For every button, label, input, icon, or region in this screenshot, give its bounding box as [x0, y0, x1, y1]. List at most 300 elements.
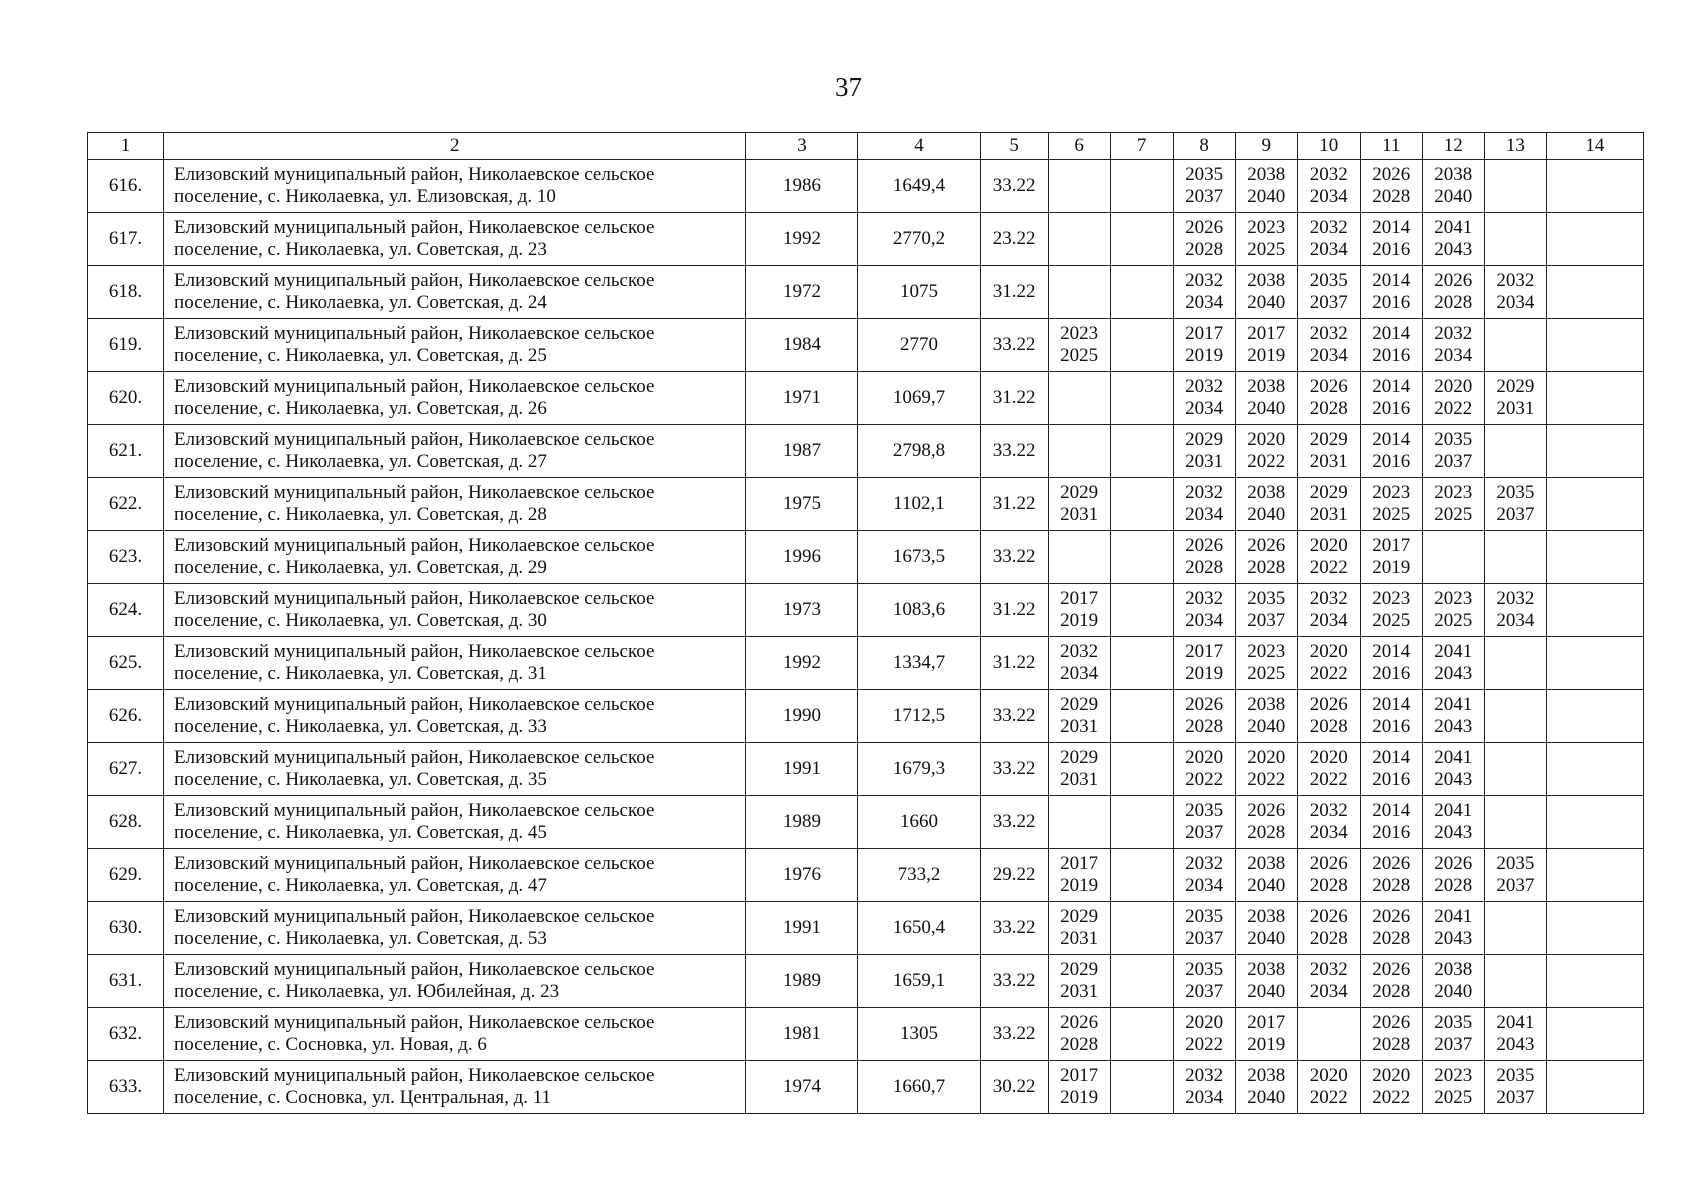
- period-year: 2032: [1309, 799, 1348, 821]
- period-year: 2031: [1060, 928, 1099, 949]
- period-cell-c12: [1422, 213, 1484, 266]
- period-cell-c10: [1297, 955, 1360, 1008]
- period-cell-c8: [1173, 743, 1235, 796]
- period-year: 2034: [1434, 345, 1473, 366]
- period-year: 2041: [1496, 1011, 1535, 1033]
- period-cell-c7: [1110, 319, 1173, 372]
- period-cell-c8: [1173, 1061, 1235, 1114]
- period-year: 2028: [1247, 822, 1286, 843]
- period-year: 2017: [1060, 1064, 1099, 1086]
- period-year: 2038: [1247, 481, 1286, 503]
- period-cell-c6: [1048, 531, 1110, 584]
- period-cell-c6: [1048, 743, 1110, 796]
- address-line: поселение, с. Николаевка, ул. Советская, д. 25: [174, 345, 547, 366]
- period-cell-c6: [1048, 1061, 1110, 1114]
- period-year: 2014: [1372, 269, 1411, 291]
- period-year: 2026: [1372, 163, 1411, 185]
- period-year: 2040: [1247, 186, 1286, 207]
- year-cell: 1974: [746, 1061, 858, 1114]
- period-cell-c7: [1110, 796, 1173, 849]
- address-line: Елизовский муниципальный район, Николаевское сельское: [174, 375, 655, 397]
- period-cell-c7: [1110, 1061, 1173, 1114]
- year-cell: 1984: [746, 319, 858, 372]
- address-line: Елизовский муниципальный район, Николаевское сельское: [174, 322, 655, 344]
- period-year: 2025: [1247, 663, 1286, 684]
- period-year: 2029: [1060, 905, 1099, 927]
- period-cell-c10: [1297, 425, 1360, 478]
- area-cell: 1075: [858, 266, 980, 319]
- period-year: 2029: [1309, 428, 1348, 450]
- period-year: 2034: [1060, 663, 1099, 684]
- period-cell-c11: [1360, 902, 1422, 955]
- year-cell: 1987: [746, 425, 858, 478]
- period-year: 2037: [1185, 981, 1224, 1002]
- period-year: 2022: [1247, 769, 1286, 790]
- code-cell: 23.22: [980, 213, 1048, 266]
- period-cell-c13: [1484, 849, 1546, 902]
- period-year: 2019: [1185, 345, 1224, 366]
- period-cell-c11: [1360, 266, 1422, 319]
- period-year: 2032: [1496, 269, 1535, 291]
- row-number-cell: 616.: [88, 160, 164, 213]
- period-year: 2040: [1247, 1087, 1286, 1108]
- period-cell-c8: [1173, 425, 1235, 478]
- period-year: 2022: [1185, 1034, 1224, 1055]
- period-cell-c10: [1297, 160, 1360, 213]
- period-cell-c11: [1360, 690, 1422, 743]
- period-year: 2031: [1496, 398, 1535, 419]
- period-cell-c6: [1048, 319, 1110, 372]
- period-year: 2028: [1185, 716, 1224, 737]
- period-cell-c9: [1235, 266, 1297, 319]
- period-year: 2041: [1434, 746, 1473, 768]
- period-year: 2020: [1309, 534, 1348, 556]
- period-cell-c6: [1048, 478, 1110, 531]
- table-body: [88, 160, 1644, 1114]
- period-cell-c10: [1297, 266, 1360, 319]
- address-line: Елизовский муниципальный район, Николаевское сельское: [174, 640, 655, 662]
- address-line: Елизовский муниципальный район, Николаевское сельское: [174, 428, 655, 450]
- period-cell-c9: [1235, 796, 1297, 849]
- period-cell-c14: [1546, 319, 1643, 372]
- period-cell-c6: [1048, 849, 1110, 902]
- year-cell: 1973: [746, 584, 858, 637]
- address-line: поселение, с. Николаевка, ул. Советская, д. 53: [174, 928, 547, 949]
- period-year: 2028: [1309, 716, 1348, 737]
- column-header: 8: [1173, 133, 1235, 160]
- area-cell: 1712,5: [858, 690, 980, 743]
- period-cell-c10: [1297, 319, 1360, 372]
- period-cell-c8: [1173, 531, 1235, 584]
- table-row: [88, 743, 1644, 796]
- period-cell-c9: [1235, 160, 1297, 213]
- period-year: 2028: [1434, 292, 1473, 313]
- period-cell-c9: [1235, 849, 1297, 902]
- period-year: 2029: [1060, 693, 1099, 715]
- table-row: [88, 531, 1644, 584]
- period-year: 2032: [1309, 322, 1348, 344]
- period-year: 2032: [1185, 269, 1224, 291]
- table-row: [88, 213, 1644, 266]
- code-cell: 31.22: [980, 372, 1048, 425]
- period-year: 2016: [1372, 822, 1411, 843]
- address-line: поселение, с. Николаевка, ул. Советская, д. 33: [174, 716, 547, 737]
- year-cell: 1989: [746, 796, 858, 849]
- period-year: 2016: [1372, 769, 1411, 790]
- period-year: 2028: [1309, 398, 1348, 419]
- period-year: 2028: [1372, 928, 1411, 949]
- period-year: 2022: [1247, 451, 1286, 472]
- period-cell-c7: [1110, 955, 1173, 1008]
- period-year: 2017: [1247, 1011, 1286, 1033]
- column-header: 1: [88, 133, 164, 160]
- period-year: 2038: [1247, 269, 1286, 291]
- address-line: поселение, с. Николаевка, ул. Советская, д. 30: [174, 610, 547, 631]
- period-year: 2032: [1496, 587, 1535, 609]
- period-cell-c13: [1484, 213, 1546, 266]
- period-cell-c11: [1360, 584, 1422, 637]
- period-cell-c14: [1546, 478, 1643, 531]
- period-year: 2040: [1247, 504, 1286, 525]
- code-cell: 33.22: [980, 1008, 1048, 1061]
- period-year: 2034: [1309, 345, 1348, 366]
- period-cell-c13: [1484, 955, 1546, 1008]
- period-year: 2017: [1185, 322, 1224, 344]
- period-year: 2023: [1372, 587, 1411, 609]
- area-cell: 2798,8: [858, 425, 980, 478]
- period-year: 2022: [1309, 1087, 1348, 1108]
- period-cell-c8: [1173, 796, 1235, 849]
- address-line: поселение, с. Николаевка, ул. Советская, д. 29: [174, 557, 547, 578]
- period-year: 2026: [1185, 216, 1224, 238]
- period-cell-c12: [1422, 690, 1484, 743]
- code-cell: 33.22: [980, 902, 1048, 955]
- table-row: [88, 266, 1644, 319]
- period-year: 2037: [1247, 610, 1286, 631]
- period-cell-c11: [1360, 796, 1422, 849]
- address-cell: [164, 1008, 746, 1061]
- period-year: 2028: [1372, 1034, 1411, 1055]
- period-cell-c13: [1484, 1008, 1546, 1061]
- code-cell: 31.22: [980, 478, 1048, 531]
- area-cell: 1305: [858, 1008, 980, 1061]
- row-number-cell: 629.: [88, 849, 164, 902]
- period-year: 2035: [1185, 799, 1224, 821]
- address-line: поселение, с. Николаевка, ул. Советская, д. 47: [174, 875, 547, 896]
- period-cell-c8: [1173, 690, 1235, 743]
- period-year: 2040: [1247, 716, 1286, 737]
- period-cell-c9: [1235, 584, 1297, 637]
- period-year: 2026: [1309, 375, 1348, 397]
- period-year: 2043: [1434, 239, 1473, 260]
- period-cell-c9: [1235, 531, 1297, 584]
- year-cell: 1991: [746, 902, 858, 955]
- period-year: 2026: [1309, 693, 1348, 715]
- period-cell-c12: [1422, 637, 1484, 690]
- row-number-cell: 623.: [88, 531, 164, 584]
- area-cell: 1069,7: [858, 372, 980, 425]
- period-year: 2023: [1247, 216, 1286, 238]
- period-year: 2035: [1496, 481, 1535, 503]
- address-cell: [164, 319, 746, 372]
- column-header: 14: [1546, 133, 1643, 160]
- period-year: 2040: [1434, 186, 1473, 207]
- address-line: Елизовский муниципальный район, Николаевское сельское: [174, 905, 655, 927]
- period-cell-c7: [1110, 372, 1173, 425]
- year-cell: 1992: [746, 637, 858, 690]
- period-cell-c13: [1484, 637, 1546, 690]
- period-year: 2037: [1309, 292, 1348, 313]
- period-year: 2037: [1434, 1034, 1473, 1055]
- period-cell-c14: [1546, 1061, 1643, 1114]
- period-cell-c9: [1235, 902, 1297, 955]
- address-cell: [164, 796, 746, 849]
- period-year: 2035: [1434, 1011, 1473, 1033]
- period-cell-c10: [1297, 849, 1360, 902]
- address-line: поселение, с. Николаевка, ул. Елизовская, д. 10: [174, 186, 556, 207]
- period-year: 2035: [1185, 958, 1224, 980]
- period-cell-c13: [1484, 372, 1546, 425]
- period-year: 2038: [1247, 1064, 1286, 1086]
- period-year: 2014: [1372, 375, 1411, 397]
- period-year: 2020: [1185, 1011, 1224, 1033]
- column-header: 11: [1360, 133, 1422, 160]
- period-year: 2020: [1185, 746, 1224, 768]
- period-year: 2034: [1185, 504, 1224, 525]
- area-cell: 1650,4: [858, 902, 980, 955]
- row-number-cell: 627.: [88, 743, 164, 796]
- period-year: 2022: [1372, 1087, 1411, 1108]
- period-cell-c12: [1422, 531, 1484, 584]
- table-row: [88, 637, 1644, 690]
- period-year: 2041: [1434, 799, 1473, 821]
- period-year: 2032: [1309, 958, 1348, 980]
- year-cell: 1976: [746, 849, 858, 902]
- row-number-cell: 628.: [88, 796, 164, 849]
- year-cell: 1971: [746, 372, 858, 425]
- period-year: 2014: [1372, 428, 1411, 450]
- period-year: 2029: [1309, 481, 1348, 503]
- period-cell-c9: [1235, 372, 1297, 425]
- period-cell-c10: [1297, 743, 1360, 796]
- area-cell: 1102,1: [858, 478, 980, 531]
- period-year: 2038: [1434, 958, 1473, 980]
- period-cell-c9: [1235, 743, 1297, 796]
- period-year: 2028: [1372, 875, 1411, 896]
- period-cell-c6: [1048, 584, 1110, 637]
- period-year: 2041: [1434, 693, 1473, 715]
- period-cell-c8: [1173, 902, 1235, 955]
- period-year: 2035: [1496, 852, 1535, 874]
- period-year: 2034: [1185, 610, 1224, 631]
- period-cell-c13: [1484, 1061, 1546, 1114]
- period-year: 2035: [1185, 163, 1224, 185]
- column-header: 10: [1297, 133, 1360, 160]
- period-year: 2019: [1372, 557, 1411, 578]
- address-cell: [164, 584, 746, 637]
- period-cell-c12: [1422, 796, 1484, 849]
- period-cell-c7: [1110, 743, 1173, 796]
- period-year: 2040: [1434, 981, 1473, 1002]
- period-year: 2043: [1434, 769, 1473, 790]
- period-year: 2014: [1372, 799, 1411, 821]
- address-line: Елизовский муниципальный район, Николаевское сельское: [174, 693, 655, 715]
- area-cell: 1659,1: [858, 955, 980, 1008]
- period-year: 2023: [1434, 587, 1473, 609]
- period-cell-c12: [1422, 425, 1484, 478]
- period-year: 2025: [1434, 1087, 1473, 1108]
- period-year: 2035: [1434, 428, 1473, 450]
- period-year: 2038: [1247, 852, 1286, 874]
- table-row: [88, 902, 1644, 955]
- period-cell-c9: [1235, 319, 1297, 372]
- period-year: 2035: [1247, 587, 1286, 609]
- address-cell: [164, 955, 746, 1008]
- period-year: 2034: [1309, 981, 1348, 1002]
- period-year: 2026: [1372, 1011, 1411, 1033]
- table-row: [88, 1061, 1644, 1114]
- period-year: 2014: [1372, 216, 1411, 238]
- address-line: Елизовский муниципальный район, Николаевское сельское: [174, 269, 655, 291]
- period-year: 2037: [1185, 928, 1224, 949]
- period-year: 2032: [1185, 481, 1224, 503]
- area-cell: 1673,5: [858, 531, 980, 584]
- address-line: Елизовский муниципальный район, Николаевское сельское: [174, 163, 655, 185]
- period-year: 2016: [1372, 716, 1411, 737]
- period-year: 2016: [1372, 398, 1411, 419]
- address-line: Елизовский муниципальный район, Николаевское сельское: [174, 1064, 655, 1086]
- period-cell-c6: [1048, 902, 1110, 955]
- period-year: 2034: [1496, 292, 1535, 313]
- period-year: 2032: [1185, 852, 1224, 874]
- column-header: 2: [164, 133, 746, 160]
- period-year: 2032: [1185, 587, 1224, 609]
- column-header: 12: [1422, 133, 1484, 160]
- address-line: Елизовский муниципальный район, Николаевское сельское: [174, 958, 655, 980]
- period-cell-c13: [1484, 584, 1546, 637]
- code-cell: 31.22: [980, 266, 1048, 319]
- period-cell-c12: [1422, 1008, 1484, 1061]
- address-line: поселение, с. Сосновка, ул. Новая, д. 6: [174, 1034, 487, 1055]
- period-year: 2026: [1247, 534, 1286, 556]
- period-year: 2031: [1185, 451, 1224, 472]
- period-year: 2031: [1309, 504, 1348, 525]
- period-cell-c12: [1422, 849, 1484, 902]
- period-year: 2029: [1060, 958, 1099, 980]
- period-cell-c6: [1048, 796, 1110, 849]
- period-cell-c11: [1360, 743, 1422, 796]
- period-year: 2032: [1060, 640, 1099, 662]
- period-cell-c8: [1173, 955, 1235, 1008]
- period-year: 2017: [1060, 852, 1099, 874]
- period-year: 2025: [1372, 610, 1411, 631]
- period-year: 2043: [1434, 716, 1473, 737]
- period-cell-c7: [1110, 425, 1173, 478]
- period-cell-c14: [1546, 637, 1643, 690]
- period-cell-c11: [1360, 160, 1422, 213]
- period-year: 2019: [1060, 875, 1099, 896]
- period-year: 2028: [1185, 557, 1224, 578]
- row-number-cell: 626.: [88, 690, 164, 743]
- period-cell-c8: [1173, 160, 1235, 213]
- period-year: 2019: [1060, 610, 1099, 631]
- period-year: 2031: [1060, 504, 1099, 525]
- period-year: 2017: [1185, 640, 1224, 662]
- period-cell-c6: [1048, 425, 1110, 478]
- column-header: 4: [858, 133, 980, 160]
- period-year: 2019: [1060, 1087, 1099, 1108]
- period-cell-c11: [1360, 1008, 1422, 1061]
- period-year: 2037: [1185, 822, 1224, 843]
- period-year: 2034: [1185, 875, 1224, 896]
- period-year: 2031: [1060, 716, 1099, 737]
- table-row: [88, 1008, 1644, 1061]
- period-year: 2032: [1185, 375, 1224, 397]
- period-cell-c11: [1360, 955, 1422, 1008]
- table-row: [88, 372, 1644, 425]
- year-cell: 1991: [746, 743, 858, 796]
- period-cell-c13: [1484, 160, 1546, 213]
- code-cell: 33.22: [980, 531, 1048, 584]
- period-cell-c11: [1360, 478, 1422, 531]
- period-year: 2029: [1496, 375, 1535, 397]
- address-cell: [164, 213, 746, 266]
- period-cell-c11: [1360, 849, 1422, 902]
- period-cell-c14: [1546, 425, 1643, 478]
- period-year: 2026: [1434, 269, 1473, 291]
- year-cell: 1992: [746, 213, 858, 266]
- period-cell-c14: [1546, 849, 1643, 902]
- area-cell: 2770,2: [858, 213, 980, 266]
- period-year: 2014: [1372, 693, 1411, 715]
- period-cell-c14: [1546, 372, 1643, 425]
- period-cell-c7: [1110, 849, 1173, 902]
- year-cell: 1990: [746, 690, 858, 743]
- period-year: 2037: [1496, 1087, 1535, 1108]
- row-number-cell: 618.: [88, 266, 164, 319]
- period-cell-c13: [1484, 796, 1546, 849]
- period-cell-c14: [1546, 690, 1643, 743]
- period-cell-c6: [1048, 1008, 1110, 1061]
- table-row: [88, 478, 1644, 531]
- period-year: 2035: [1185, 905, 1224, 927]
- period-cell-c8: [1173, 849, 1235, 902]
- period-cell-c14: [1546, 584, 1643, 637]
- period-year: 2034: [1309, 186, 1348, 207]
- period-year: 2026: [1185, 693, 1224, 715]
- period-cell-c7: [1110, 1008, 1173, 1061]
- period-year: 2029: [1185, 428, 1224, 450]
- address-cell: [164, 160, 746, 213]
- period-cell-c7: [1110, 637, 1173, 690]
- address-cell: [164, 425, 746, 478]
- period-year: 2038: [1247, 693, 1286, 715]
- address-line: Елизовский муниципальный район, Николаевское сельское: [174, 587, 655, 609]
- period-cell-c8: [1173, 637, 1235, 690]
- period-cell-c8: [1173, 1008, 1235, 1061]
- column-header: 6: [1048, 133, 1110, 160]
- period-year: 2025: [1247, 239, 1286, 260]
- period-year: 2022: [1185, 769, 1224, 790]
- period-cell-c10: [1297, 796, 1360, 849]
- area-cell: 1334,7: [858, 637, 980, 690]
- period-cell-c14: [1546, 160, 1643, 213]
- address-cell: [164, 266, 746, 319]
- period-cell-c13: [1484, 319, 1546, 372]
- period-year: 2022: [1434, 398, 1473, 419]
- period-cell-c12: [1422, 1061, 1484, 1114]
- address-line: Елизовский муниципальный район, Николаевское сельское: [174, 852, 655, 874]
